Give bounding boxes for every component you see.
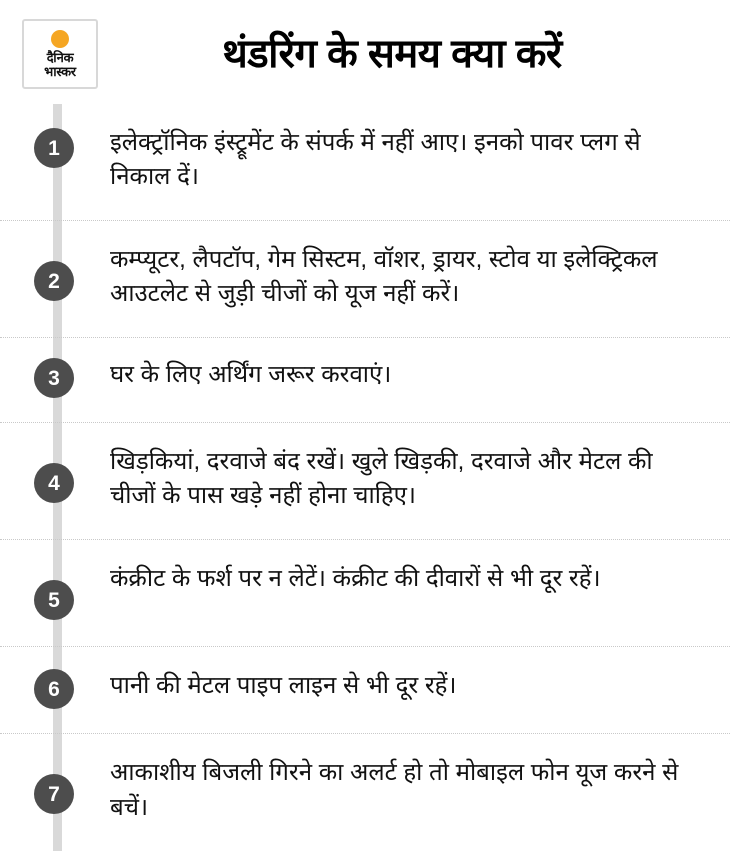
status-badge: 5 <box>34 580 74 620</box>
list-item-number-cell <box>0 669 110 709</box>
list-item-number-cell <box>0 562 110 620</box>
list-item-text: पानी की मेटल पाइप लाइन से भी दूर रहें। <box>110 672 457 700</box>
list-item-text: आकाशीय बिजली गिरने का अलर्ट हो तो मोबाइल फोन यूज करने से बचें। <box>110 759 679 821</box>
list-item <box>0 734 730 850</box>
status-badge: 1 <box>34 128 74 168</box>
status-badge: 4 <box>34 463 74 503</box>
list-item-text: घर के लिए अर्थिंग जरूर करवाएं। <box>110 361 392 389</box>
list-item-number-cell <box>0 445 110 503</box>
publisher-logo <box>22 19 98 89</box>
list-item-text: इलेक्ट्रॉनिक इंस्ट्रूमेंट के संपर्क में नहीं आए। इनको पावर प्लग से निकाल दें। <box>110 129 641 191</box>
logo-line-2: भास्कर <box>44 63 76 79</box>
list-item <box>0 338 730 423</box>
status-badge: 6 <box>34 669 74 709</box>
list-item-number-cell <box>0 358 110 398</box>
list-item <box>0 221 730 338</box>
list-item-number-cell <box>0 756 110 814</box>
page-title: थंडरिंग के समय क्या करें <box>222 32 562 76</box>
sun-icon <box>51 30 69 48</box>
list-item-text: कम्प्यूटर, लैपटॉप, गेम सिस्टम, वॉशर, ड्रायर, स्टोव या इलेक्ट्रिकल आउटलेट से जुड़ी चीजों को यूज नहीं करें। <box>110 246 658 308</box>
status-badge: 3 <box>34 358 74 398</box>
list-item-text: कंक्रीट के फर्श पर न लेटें। कंक्रीट की दीवारों से भी दूर रहें। <box>110 565 601 593</box>
list-item <box>0 540 730 647</box>
status-badge: 7 <box>34 774 74 814</box>
tips-list <box>0 104 730 851</box>
list-item <box>0 423 730 540</box>
status-badge: 2 <box>34 261 74 301</box>
logo-line-1: दैनिक <box>46 49 74 65</box>
header <box>0 0 730 104</box>
list-item <box>0 104 730 221</box>
list-item-text: खिड़कियां, दरवाजे बंद रखें। खुले खिड़की, दरवाजे और मेटल की चीजों के पास खड़े नहीं होना चाहिए। <box>110 448 653 510</box>
list-item-number-cell <box>0 243 110 301</box>
list-item-number-cell <box>0 126 110 168</box>
list-item <box>0 647 730 734</box>
